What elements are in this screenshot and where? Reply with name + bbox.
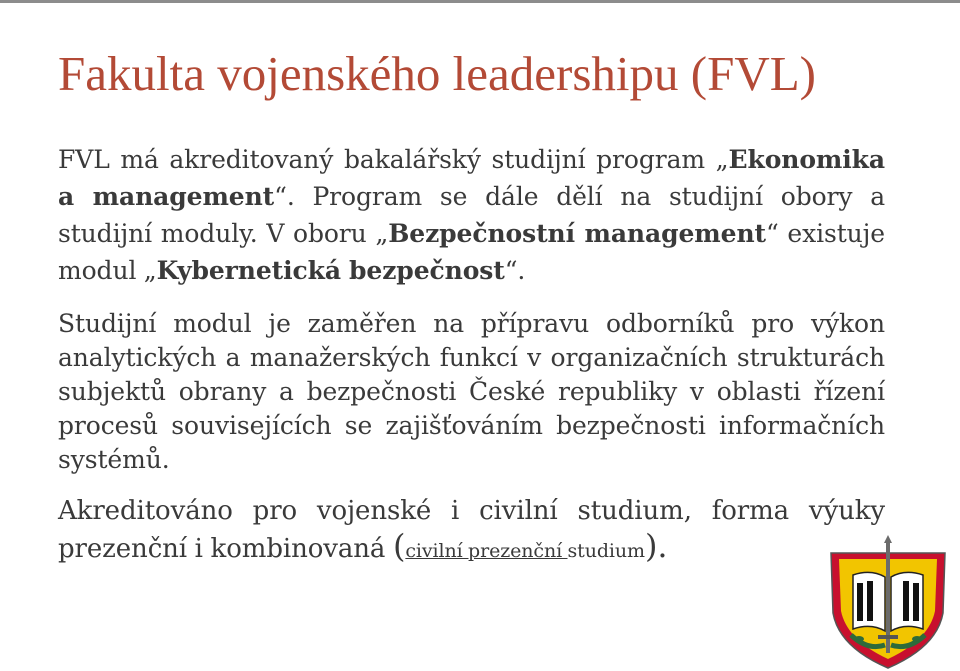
faculty-emblem-icon	[823, 535, 953, 671]
close-paren: ).	[644, 527, 668, 565]
paragraph-program	[58, 141, 885, 289]
paragraph-module: Studijní modul je zaměřen na přípravu odborníků pro výkon analytických a manažerských funkcí v organizačních strukturách subjektů obrany a bezpečnosti České republiky v oblasti řízení procesů souvisejících se zajišťováním bezpečnosti informačních systémů.	[58, 309, 885, 474]
top-rule	[0, 0, 960, 3]
open-paren: (	[392, 527, 406, 565]
note-tail: studium	[567, 540, 645, 562]
module-name: Kybernetická bezpečnost	[156, 256, 505, 285]
paragraph-program-text-3: “ existuje modul „	[58, 219, 885, 285]
program-name: Ekonomika a management	[58, 145, 885, 211]
paragraph-accreditation	[58, 494, 885, 569]
paragraph-program-text-1: FVL má akreditovaný bakalářský studijní program „	[58, 145, 729, 174]
accreditation-text: Akreditováno pro vojenské i civilní studium, forma výuky prezenční i kombinovaná	[58, 496, 885, 564]
paragraph-program-text-2: “. Program se dále dělí na studijní obory a studijní moduly. V oboru „	[58, 182, 886, 248]
slide-title: Fakulta vojenského leadershipu (FVL)	[58, 46, 816, 101]
field-name: Bezpečnostní management	[388, 219, 766, 248]
paragraph-program-text-4: “.	[504, 256, 526, 285]
underlined-note: civilní prezenční	[405, 540, 568, 562]
